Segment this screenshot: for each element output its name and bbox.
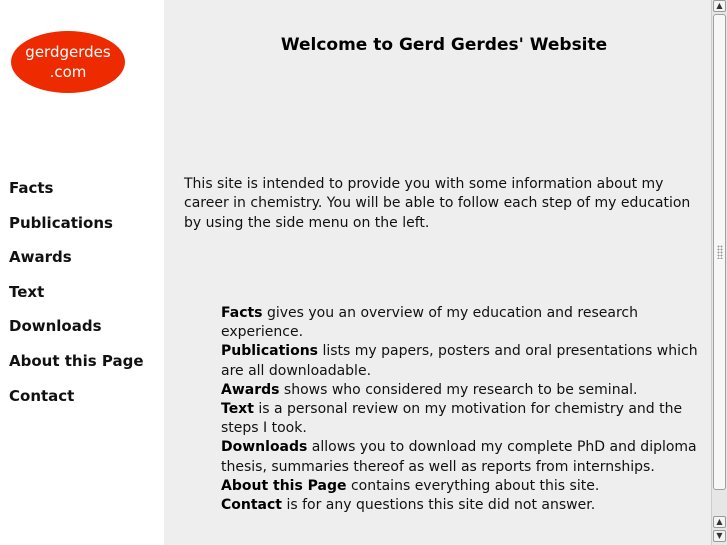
feature-item-awards <box>221 381 704 400</box>
intro-paragraph: This site is intended to provide you with some information about my career in chemistry. You will be able to follow each step of my education by using the side menu on the left. <box>184 176 691 231</box>
nav-link-facts[interactable]: Facts <box>9 179 54 197</box>
feature-description: is for any questions this site did not answer. <box>282 497 596 514</box>
feature-description: shows who considered my research to be seminal. <box>279 381 638 398</box>
feature-item-text <box>221 400 704 438</box>
feature-item-downloads <box>221 438 704 476</box>
logo-line-2: .com <box>49 63 87 81</box>
nav-link-text[interactable]: Text <box>9 282 45 301</box>
logo-line-1: gerdgerdes <box>25 43 111 61</box>
scroll-up-arrow-icon[interactable]: ▲ <box>713 516 726 528</box>
feature-item-contact <box>221 496 704 515</box>
grip-icon <box>717 245 723 259</box>
feature-description: allows you to download my complete PhD and diploma thesis, summaries thereof as well as reports from internships. <box>221 439 697 475</box>
nav-link-downloads[interactable]: Downloads <box>9 317 102 336</box>
feature-term: Publications <box>221 343 319 360</box>
feature-term: Downloads <box>221 439 308 456</box>
nav-link-about[interactable]: About this Page <box>9 351 144 370</box>
scroll-up-arrow-icon[interactable]: ▲ <box>713 0 726 12</box>
feature-item-about <box>221 477 704 496</box>
feature-term: Awards <box>221 381 280 398</box>
feature-description: gives you an overview of my education and research experience. <box>221 305 638 341</box>
feature-term: Text <box>221 401 254 418</box>
feature-item-facts <box>221 304 704 342</box>
vertical-scrollbar[interactable] <box>711 0 727 545</box>
nav-link-contact[interactable]: Contact <box>9 386 75 405</box>
sidebar <box>0 0 164 545</box>
feature-term: About this Page <box>221 477 347 494</box>
feature-term: Facts <box>221 305 263 321</box>
section-overview-list <box>221 304 704 515</box>
feature-item-publications <box>221 342 704 380</box>
feature-description: is a personal review on my motivation for chemistry and the steps I took. <box>221 401 683 437</box>
feature-term: Contact <box>221 497 282 514</box>
feature-description: lists my papers, posters and oral presentations which are all downloadable. <box>221 343 698 379</box>
side-menu <box>9 178 144 420</box>
main-content <box>164 0 711 545</box>
scroll-thumb[interactable] <box>713 14 726 490</box>
nav-link-awards[interactable]: Awards <box>9 248 72 267</box>
scroll-down-arrow-icon[interactable]: ▼ <box>713 530 726 542</box>
nav-link-publications[interactable]: Publications <box>9 213 113 232</box>
feature-description: contains everything about this site. <box>346 477 600 494</box>
page-title: Welcome to Gerd Gerdes' Website <box>280 35 608 55</box>
site-logo[interactable] <box>11 31 125 93</box>
